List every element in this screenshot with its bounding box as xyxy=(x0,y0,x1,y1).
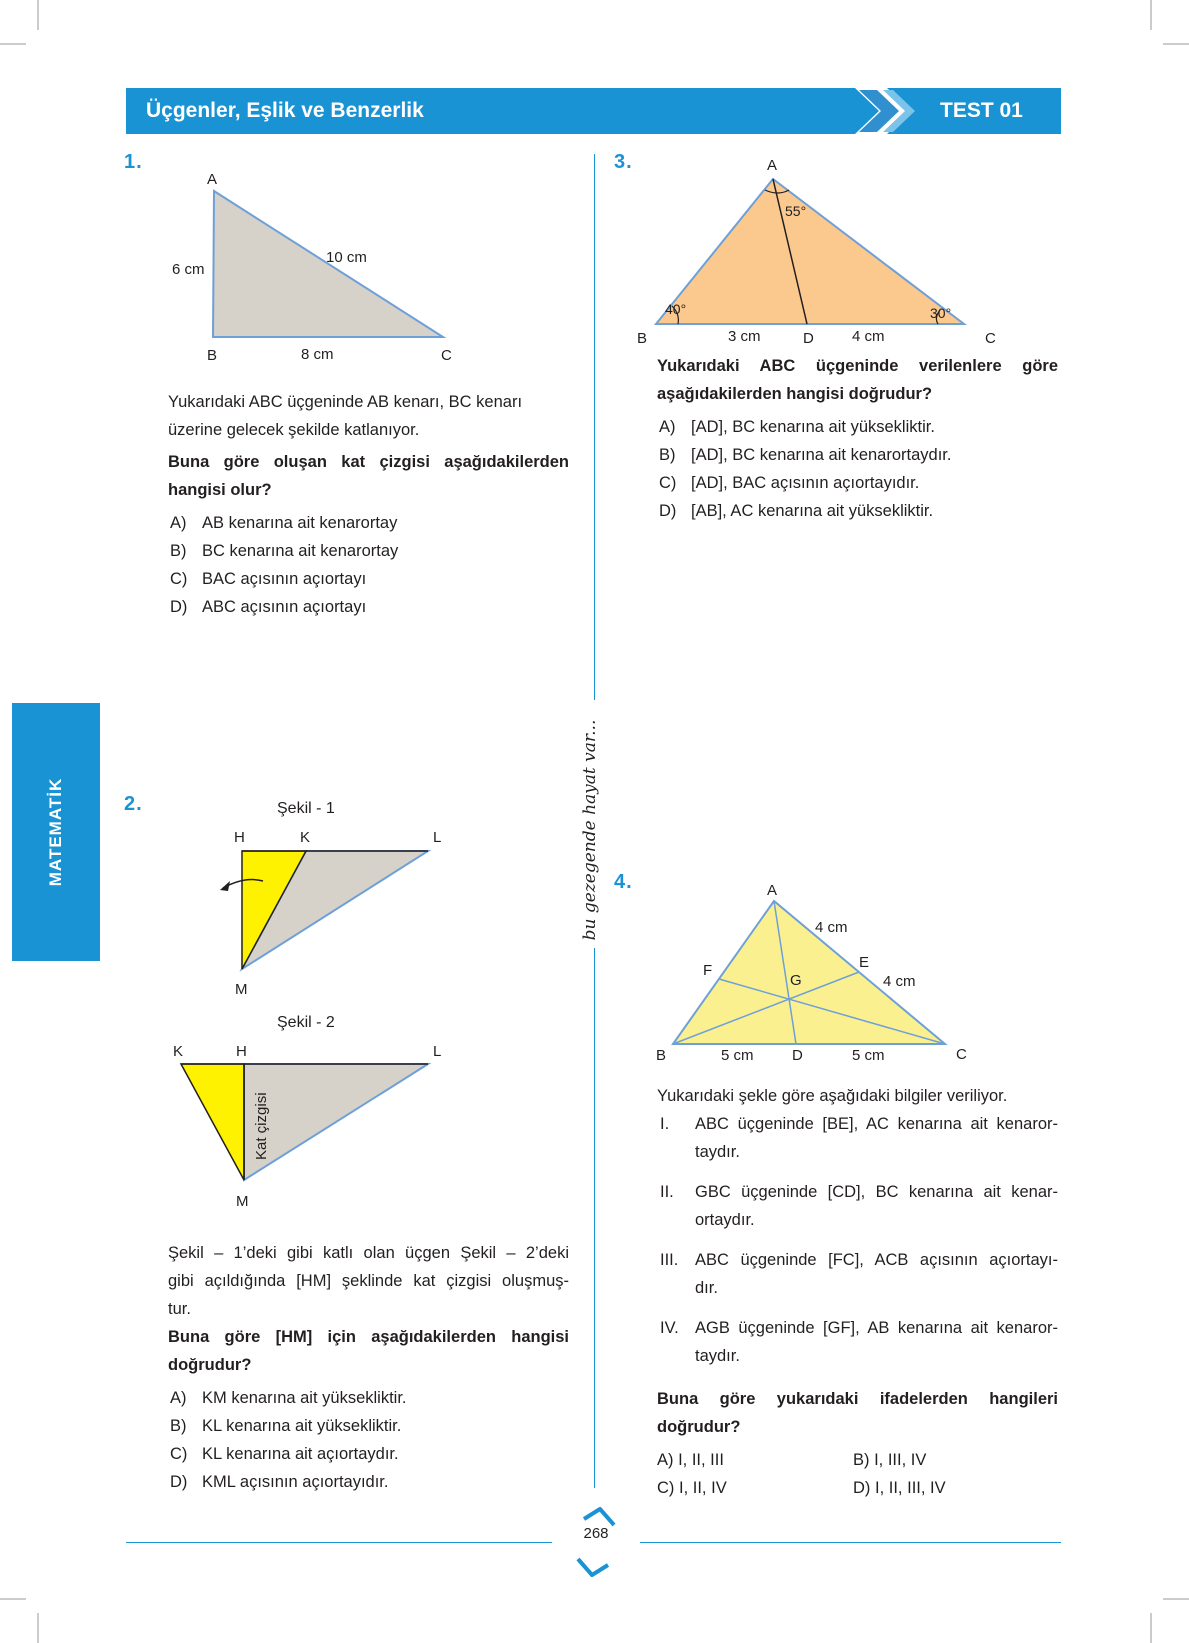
q2-fig1-label-m: M xyxy=(235,981,248,998)
q3-label-bd: 3 cm xyxy=(728,328,761,345)
q2-text xyxy=(168,1239,569,1323)
page-number: 268 xyxy=(583,1525,609,1542)
option-text: I, II, III, IV xyxy=(875,1479,946,1497)
item-line-2: taydır. xyxy=(695,1347,740,1365)
q3-option-b[interactable] xyxy=(659,441,951,469)
q4-question: Buna göre yukarıdaki ifadelerden hangileri doğrudur? xyxy=(657,1390,1058,1436)
q2-option-c[interactable] xyxy=(170,1440,407,1468)
q1-label-a: A xyxy=(207,171,218,188)
option-text: BAC açısının açıortayı xyxy=(202,570,367,588)
option-text: I, II, III xyxy=(678,1451,724,1469)
option-text: AB kenarına ait kenarortay xyxy=(202,514,398,532)
q4-label-bd: 5 cm xyxy=(721,1047,754,1064)
option-text: KML açısının açıortayıdır. xyxy=(202,1473,389,1491)
option-letter: D) xyxy=(659,502,677,520)
q4-label-g: G xyxy=(790,972,802,989)
item-line-2: taydır. xyxy=(695,1143,740,1161)
q2-fig2-yellow-triangle xyxy=(181,1064,244,1180)
q4-item-2 xyxy=(660,1178,1058,1246)
option-text: [AB], AC kenarına ait yüksekliktir. xyxy=(691,502,934,520)
option-letter: B) xyxy=(170,542,187,560)
q3-label-angle-c: 30° xyxy=(930,305,952,321)
q1-question: Buna göre oluşan kat çizgisi aşağıdakilerden hangisi olur? xyxy=(168,453,569,499)
option-letter: A) xyxy=(170,1389,187,1407)
roman-numeral: III. xyxy=(660,1251,679,1269)
option-letter: D) xyxy=(170,598,188,616)
q3-triangle-figure xyxy=(600,150,1020,350)
q3-option-a[interactable] xyxy=(659,413,951,441)
option-letter: C) xyxy=(170,1445,188,1463)
slogan-text: bu gezegende hayat var... xyxy=(580,719,600,941)
item-line-1: ABC üçgeninde [BE], AC kenarına ait kenaror- xyxy=(695,1115,1058,1133)
q1-option-d[interactable] xyxy=(170,593,398,621)
option-text: KM kenarına ait yüksekliktir. xyxy=(202,1389,407,1407)
option-text: I, II, IV xyxy=(679,1479,727,1497)
option-text: [AD], BAC açısının açıortayıdır. xyxy=(691,474,920,492)
option-text: I, III, IV xyxy=(874,1451,927,1469)
q4-label-ec: 4 cm xyxy=(883,973,916,990)
option-letter: A) xyxy=(659,418,676,436)
q2-fig1-label-h: H xyxy=(234,829,245,846)
option-letter: C) xyxy=(170,570,188,588)
item-line-1: ABC üçgeninde [FC], ACB açısının açıortayı- xyxy=(695,1251,1058,1269)
q1-label-c: C xyxy=(441,347,452,364)
q2-number: 2. xyxy=(124,793,143,815)
q2-fig2-gray-triangle xyxy=(244,1064,428,1180)
q1-text: Yukarıdaki ABC üçgeninde AB kenarı, BC kenarı üzerine gelecek şekilde katlanıyor. xyxy=(168,393,523,439)
q3-label-d: D xyxy=(803,330,814,347)
q1-number: 1. xyxy=(124,151,143,173)
q4-label-b: B xyxy=(656,1047,667,1064)
chapter-title: Üçgenler, Eşlik ve Benzerlik xyxy=(146,99,424,122)
q1-triangle-figure xyxy=(0,0,600,400)
q2-option-a[interactable] xyxy=(170,1384,407,1412)
q2-figures xyxy=(0,777,600,1220)
roman-numeral: IV. xyxy=(660,1319,679,1337)
q3-triangle xyxy=(656,179,964,324)
q2-text-line-3: tur. xyxy=(168,1300,191,1318)
q1-label-ab: 6 cm xyxy=(172,261,205,278)
item-line-1: GBC üçgeninde [CD], BC kenarına ait kenar- xyxy=(695,1183,1058,1201)
q3-number: 3. xyxy=(614,151,633,173)
roman-numeral: II. xyxy=(660,1183,674,1201)
q2-fold-label: Kat çizgisi xyxy=(253,1092,270,1160)
q4-items xyxy=(660,1110,1058,1382)
q2-fig2-label-l: L xyxy=(433,1043,442,1060)
q2-fig2-label-k: K xyxy=(173,1043,184,1060)
q4-number: 4. xyxy=(614,871,633,893)
option-letter: C) xyxy=(659,474,677,492)
q3-label-a: A xyxy=(767,157,778,174)
q4-option-d[interactable] xyxy=(853,1474,946,1502)
q2-arrowhead-icon xyxy=(220,881,230,891)
option-text: KL kenarına ait yüksekliktir. xyxy=(202,1417,402,1435)
option-letter: D) xyxy=(853,1479,871,1497)
item-line-1: AGB üçgeninde [GF], AB kenarına ait kenaror- xyxy=(695,1319,1058,1337)
q2-fig1-title: Şekil - 1 xyxy=(277,800,335,817)
q4-intro: Yukarıdaki şekle göre aşağıdaki bilgiler veriliyor. xyxy=(657,1087,1008,1105)
option-letter: A) xyxy=(170,514,187,532)
q1-option-b[interactable] xyxy=(170,537,398,565)
q3-option-c[interactable] xyxy=(659,469,951,497)
q4-option-b[interactable] xyxy=(853,1446,926,1474)
option-text: [AD], BC kenarına ait kenarortaydır. xyxy=(691,446,952,464)
q4-option-a[interactable] xyxy=(657,1446,724,1474)
q2-fig2-title: Şekil - 2 xyxy=(277,1014,335,1031)
q2-question: Buna göre [HM] için aşağıdakilerden hangisi doğrudur? xyxy=(168,1328,569,1374)
q1-options xyxy=(170,509,398,621)
q3-label-b: B xyxy=(637,330,648,347)
q2-text-line-1: Şekil – 1’deki gibi katlı olan üçgen Şekil – 2’deki xyxy=(168,1244,569,1262)
q2-options xyxy=(170,1384,407,1496)
q2-fig1-label-l: L xyxy=(433,829,442,846)
q1-label-ac: 10 cm xyxy=(326,249,367,266)
option-text: KL kenarına ait açıortaydır. xyxy=(202,1445,399,1463)
roman-numeral: I. xyxy=(660,1115,670,1133)
q4-label-d: D xyxy=(792,1047,803,1064)
q4-label-dc: 5 cm xyxy=(852,1047,885,1064)
item-line-2: dır. xyxy=(695,1279,718,1297)
option-text: [AD], BC kenarına ait yüksekliktir. xyxy=(691,418,935,436)
q4-label-a: A xyxy=(767,882,778,899)
option-letter: A) xyxy=(657,1451,674,1469)
option-letter: D) xyxy=(170,1473,188,1491)
chevron-arrows-icon xyxy=(855,84,925,138)
q3-label-dc: 4 cm xyxy=(852,328,885,345)
option-text: ABC açısının açıortayı xyxy=(202,598,367,616)
q4-item-4 xyxy=(660,1314,1058,1382)
q2-option-d[interactable] xyxy=(170,1468,407,1496)
test-label: TEST 01 xyxy=(940,99,1023,122)
q4-label-f: F xyxy=(703,962,713,979)
item-line-2: ortaydır. xyxy=(695,1211,755,1229)
footer-line-right xyxy=(640,1542,1061,1543)
option-letter: C) xyxy=(657,1479,675,1497)
q1-label-b: B xyxy=(207,347,218,364)
subject-label: MATEMATİK xyxy=(46,777,65,887)
q4-label-c: C xyxy=(956,1046,967,1063)
option-letter: B) xyxy=(170,1417,187,1435)
q4-item-1 xyxy=(660,1110,1058,1178)
q3-question: Yukarıdaki ABC üçgeninde verilenlere göre aşağıdakilerden hangisi doğrudur? xyxy=(657,357,1058,403)
q4-label-ae: 4 cm xyxy=(815,919,848,936)
q1-option-a[interactable] xyxy=(170,509,398,537)
q3-label-c: C xyxy=(985,330,996,347)
q3-label-angle-b: 40° xyxy=(665,301,687,317)
q2-text-line-2: gibi açıldığında [HM] şeklinde kat çizgisi oluşmuş- xyxy=(168,1272,569,1290)
page-number-badge-icon xyxy=(560,1505,632,1579)
q2-fig2-label-h: H xyxy=(236,1043,247,1060)
q3-label-angle-a: 55° xyxy=(785,203,807,219)
footer-line-left xyxy=(126,1542,552,1543)
q2-fig1-label-k: K xyxy=(300,829,311,846)
q2-option-b[interactable] xyxy=(170,1412,407,1440)
option-letter: B) xyxy=(853,1451,870,1469)
option-letter: B) xyxy=(659,446,676,464)
q3-options xyxy=(659,413,951,525)
q4-triangle-figure xyxy=(600,870,1020,1070)
q4-label-e: E xyxy=(859,954,870,971)
q4-item-3 xyxy=(660,1246,1058,1314)
q1-option-c[interactable] xyxy=(170,565,398,593)
q1-label-bc: 8 cm xyxy=(301,346,334,363)
q3-option-d[interactable] xyxy=(659,497,951,525)
option-text: BC kenarına ait kenarortay xyxy=(202,542,399,560)
q2-fig2-label-m: M xyxy=(236,1193,249,1210)
q4-option-c[interactable] xyxy=(657,1474,727,1502)
